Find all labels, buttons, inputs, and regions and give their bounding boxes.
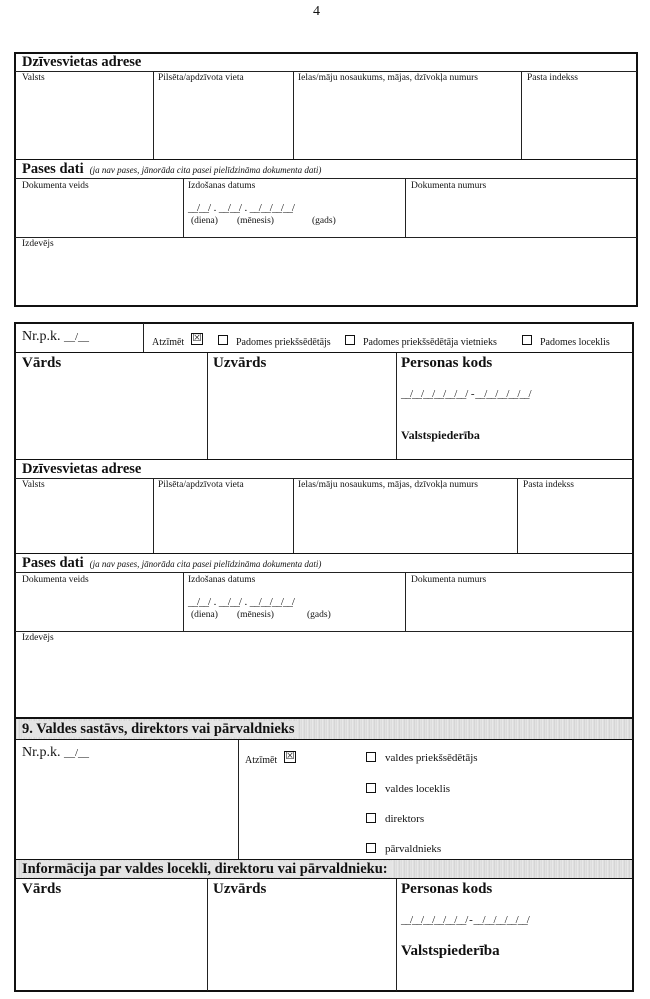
citizenship-label: Valstspiederība [401, 428, 480, 442]
issuer-label: Izdevējs [22, 239, 54, 249]
section2-box [14, 322, 634, 720]
col-postcode: Pasta indekss [527, 73, 578, 83]
first-name-label: Vārds [22, 355, 62, 371]
col-city: Pilsēta/apdzīvota vieta [158, 73, 244, 83]
issue-date-blanks-2[interactable]: __/__/ . __/__/ . __/__/__/__/ [188, 596, 294, 608]
personal-code-label: Personas kods [401, 355, 493, 371]
address-title-2: Dzīvesvietas adrese [22, 461, 142, 477]
col-country: Valsts [22, 73, 45, 83]
checkbox-board-member[interactable] [366, 783, 376, 793]
nrpk-label: Nr.p.k. __/__ [22, 329, 90, 344]
doc-type-label: Dokumenta veids [22, 181, 89, 191]
page-number: 4 [313, 4, 320, 19]
col-street: Ielas/māju nosaukums, mājas, dzīvokļa numurs [298, 73, 478, 83]
issue-date-label: Izdošanas datums [188, 181, 256, 191]
last-name-label-3: Uzvārds [213, 881, 267, 897]
mark-checkbox-checked[interactable]: ☒ [192, 333, 202, 344]
doc-number-label: Dokumenta numurs [411, 181, 487, 191]
checkbox-manager[interactable] [366, 843, 376, 853]
last-name-label: Uzvārds [213, 355, 267, 371]
passport-title-2: Pases dati (ja nav pases, jānorāda cita pasei pielīdzināma dokumenta dati) [22, 555, 322, 571]
citizenship-label-3: Valstspiederība [401, 943, 500, 959]
checkbox-council-chair[interactable] [218, 335, 228, 345]
checkbox-council-member[interactable] [522, 335, 532, 345]
first-name-label-3: Vārds [22, 881, 62, 897]
checkbox-director[interactable] [366, 813, 376, 823]
mark-label: Atzīmēt [152, 337, 185, 348]
section1-box [14, 52, 638, 307]
checkbox-council-vice-chair[interactable] [345, 335, 355, 345]
personal-code-label-3: Personas kods [401, 881, 493, 897]
checkbox-board-chair[interactable] [366, 752, 376, 762]
address-title: Dzīvesvietas adrese [22, 54, 142, 70]
personal-code-blanks[interactable]: __/__/__/__/__/__/ - __/__/__/__/__/ [401, 388, 531, 400]
mark-checkbox-checked-3[interactable]: ☒ [285, 751, 295, 762]
section3-box [14, 717, 634, 992]
issue-date-blanks[interactable]: __/__/ . __/__/ . __/__/__/__/ [188, 202, 294, 214]
board-title: 9. Valdes sastāvs, direktors vai pārvaldnieks [22, 721, 298, 737]
nrpk-label-3: Nr.p.k. __/__ [22, 745, 90, 760]
personal-code-blanks-3[interactable]: __/__/__/__/__/__/ - __/__/__/__/__/ [401, 914, 529, 926]
info-title: Informācija par valdes locekli, direktoru vai pārvaldnieku: [22, 861, 392, 877]
passport-title: Pases dati (ja nav pases, jānorāda cita pasei pielīdzināma dokumenta dati) [22, 161, 322, 177]
